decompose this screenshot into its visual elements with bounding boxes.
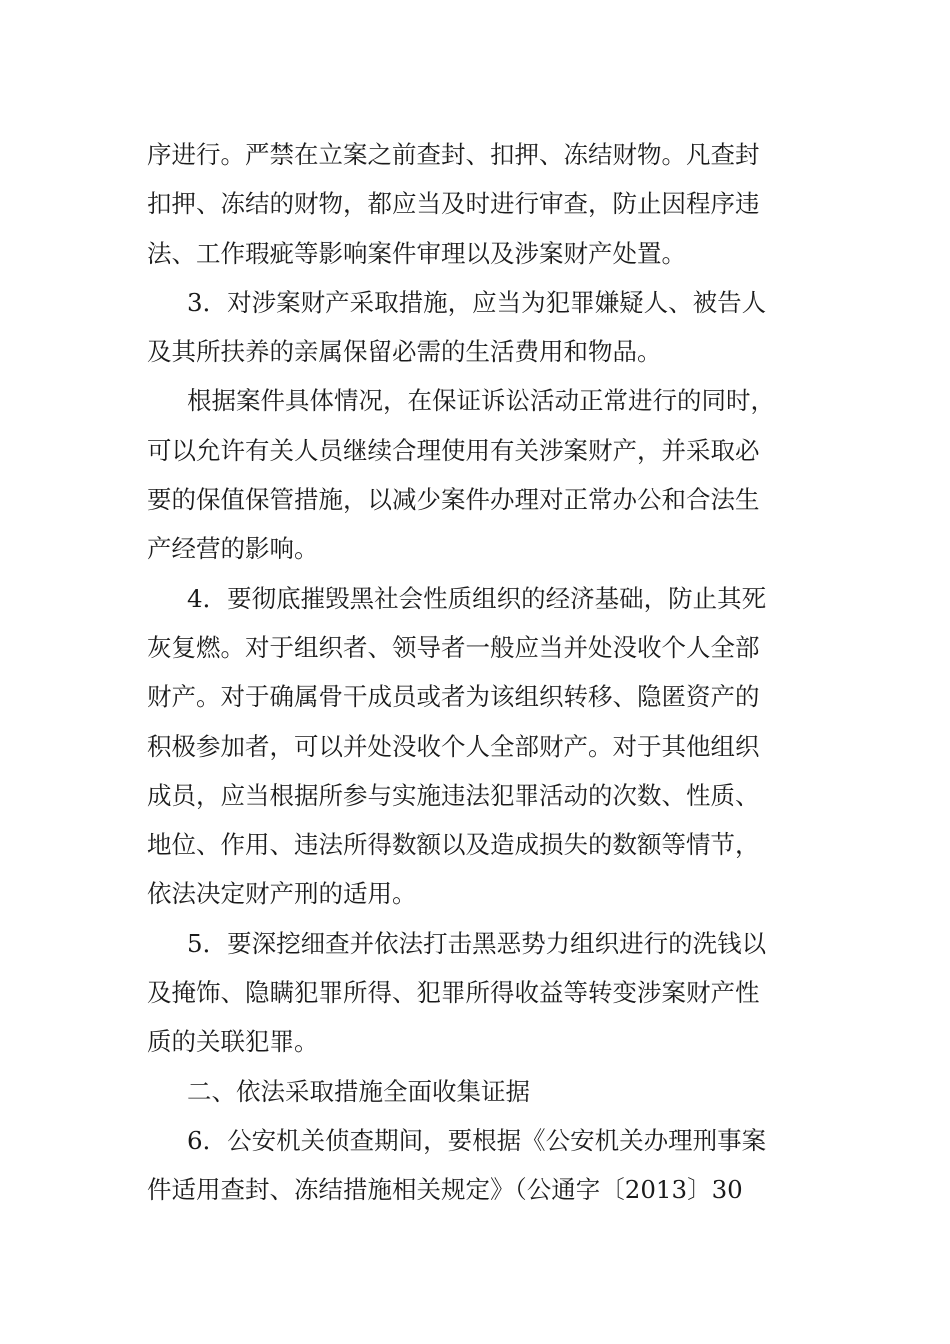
text-line: 件适用查封、冻结措施相关规定》（公通字〔2013〕30 <box>147 1175 743 1205</box>
text-line: 积极参加者，可以并处没收个人全部财产。对于其他组织 <box>147 731 760 761</box>
text-line: 产经营的影响。 <box>147 534 319 564</box>
text-line: 要的保值保管措施，以减少案件办理对正常办公和合法生 <box>147 485 760 515</box>
section-heading: 二、依法采取措施全面收集证据 <box>187 1076 530 1106</box>
text-line: 可以允许有关人员继续合理使用有关涉案财产，并采取必 <box>147 435 760 465</box>
paragraph-first-line: 根据案件具体情况，在保证诉讼活动正常进行的同时， <box>187 386 775 416</box>
paragraph-first-line: 5．要深挖细查并依法打击黑恶势力组织进行的洗钱以 <box>187 928 767 958</box>
text-line: 扣押、冻结的财物，都应当及时进行审查，防止因程序违 <box>147 189 760 219</box>
text-line: 地位、作用、违法所得数额以及造成损失的数额等情节， <box>147 830 760 860</box>
paragraph-first-line: 4．要彻底摧毁黑社会性质组织的经济基础，防止其死 <box>187 583 767 613</box>
text-line: 及其所扶养的亲属保留必需的生活费用和物品。 <box>147 337 662 367</box>
document-body <box>147 130 807 1215</box>
text-line: 依法决定财产刑的适用。 <box>147 879 417 909</box>
text-line: 及掩饰、隐瞒犯罪所得、犯罪所得收益等转变涉案财产性 <box>147 978 760 1008</box>
text-line: 成员，应当根据所参与实施违法犯罪活动的次数、性质、 <box>147 780 760 810</box>
text-line: 灰复燃。对于组织者、领导者一般应当并处没收个人全部 <box>147 632 760 662</box>
text-line: 财产。对于确属骨干成员或者为该组织转移、隐匿资产的 <box>147 682 760 712</box>
paragraph-first-line: 3．对涉案财产采取措施，应当为犯罪嫌疑人、被告人 <box>187 287 767 317</box>
text-line: 法、工作瑕疵等影响案件审理以及涉案财产处置。 <box>147 238 686 268</box>
text-line: 序进行。严禁在立案之前查封、扣押、冻结财物。凡查封 <box>147 140 760 169</box>
text-line: 质的关联犯罪。 <box>147 1027 319 1057</box>
paragraph-first-line: 6．公安机关侦查期间，要根据《公安机关办理刑事案 <box>187 1125 767 1155</box>
